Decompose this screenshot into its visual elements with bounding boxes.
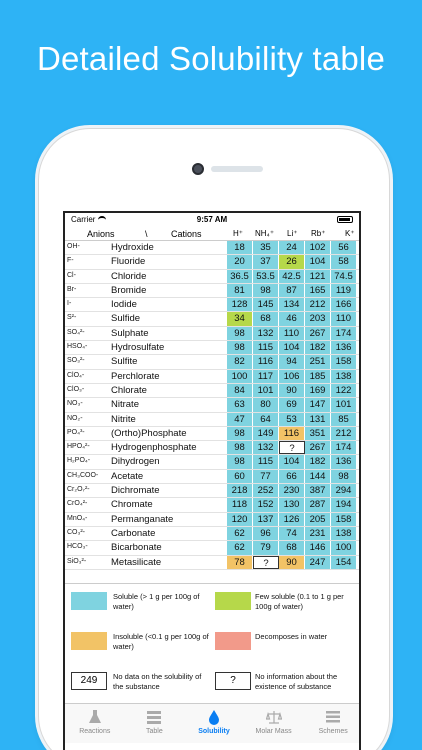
anion-formula: F- [67,257,74,265]
table-cell[interactable]: 128 [227,298,253,311]
table-cell[interactable]: 118 [227,498,253,511]
table-cell[interactable]: 122 [331,384,357,397]
col-header-2[interactable]: Li⁺ [287,229,298,238]
legend-nodata: No data on the solubility of the substance [113,672,202,691]
table-row[interactable] [65,413,361,427]
legend-noinfo: No information about the existence of substance [255,672,338,691]
table-cell[interactable]: 62 [227,527,253,540]
table-cell[interactable]: 69 [279,398,305,411]
table-cell[interactable]: 80 [253,398,279,411]
anion-formula: HPO₄²- [67,443,90,451]
tab-label: Solubility [198,728,230,735]
table-cell[interactable]: 84 [227,384,253,397]
table-cell[interactable]: 63 [227,398,253,411]
table-cell[interactable]: 96 [253,527,279,540]
anion-name: Dihydrogen [111,456,160,468]
table-cell[interactable]: 267 [305,441,331,454]
table-cell[interactable]: 101 [253,384,279,397]
table-row[interactable] [65,255,361,269]
drop-icon [206,709,222,725]
anion-formula: Br- [67,285,77,293]
table-row[interactable] [65,312,361,326]
table-cell[interactable]: 66 [279,470,305,483]
table-cell[interactable]: 110 [331,312,357,325]
table-cell[interactable]: 101 [331,398,357,411]
anion-name: Hydrosulfate [111,342,165,354]
table-cell[interactable]: 98 [227,327,253,340]
anion-formula: PO₄³- [67,428,85,436]
table-cell[interactable]: 119 [331,284,357,297]
table-cell[interactable]: 36.5 [227,270,253,283]
table-cell[interactable]: 77 [253,470,279,483]
anion-formula: ClO₄- [67,371,85,379]
tab-label: Reactions [79,728,111,735]
table-cell[interactable]: 158 [331,513,357,526]
table-cell[interactable]: 100 [227,370,253,383]
table-cell[interactable]: 132 [253,441,279,454]
table-cell[interactable]: 126 [279,513,305,526]
anion-formula: CO₃²- [67,528,86,536]
anion-name: Permanganate [111,513,174,525]
legend-nodata-box: 249 [71,672,107,690]
table-cell[interactable]: 35 [253,241,279,254]
legend-swatch-insoluble [71,632,107,650]
clock: 9:57 AM [196,215,228,224]
anion-name: Iodide [111,299,137,311]
col-header-4[interactable]: K⁺ [345,229,355,238]
legend-swatch-few [215,592,251,610]
tab-label: Molar Mass [255,728,292,735]
table-cell[interactable]: 136 [331,455,357,468]
anion-name: Perchlorate [111,370,160,382]
speaker-grille [211,166,263,172]
table-row[interactable] [65,241,361,255]
anion-name: Nitrite [111,413,136,425]
table-cell[interactable]: 46 [279,312,305,325]
table-cell[interactable]: 82 [227,355,253,368]
table-cell[interactable]: ? [279,441,305,454]
table-cell[interactable]: 98 [227,427,253,440]
table-cell[interactable]: 230 [279,484,305,497]
table-cell[interactable]: 74 [279,527,305,540]
table-cell[interactable]: 152 [253,498,279,511]
table-cell[interactable]: 53 [279,413,305,426]
col-header-0[interactable]: H⁺ [233,229,243,238]
anion-name: Fluoride [111,256,146,268]
table-cell[interactable]: 145 [253,298,279,311]
table-cell[interactable]: 100 [331,541,357,554]
table-header [65,227,359,241]
table-cell[interactable]: 287 [305,498,331,511]
table-cell[interactable]: 104 [305,255,331,268]
table-cell[interactable]: 121 [305,270,331,283]
table-cell[interactable]: 144 [305,470,331,483]
table-cell[interactable]: 169 [305,384,331,397]
anion-formula: CH₃COO- [67,471,99,479]
table-cell[interactable]: 147 [305,398,331,411]
table-cell[interactable]: 53.5 [253,270,279,283]
table-row[interactable] [65,556,361,570]
table-cell[interactable]: 26 [279,255,305,268]
schemes-icon [325,709,341,725]
table-cell[interactable]: 24 [279,241,305,254]
table-row[interactable] [65,398,361,412]
table-cell[interactable]: 149 [253,427,279,440]
anion-formula: H₂PO₄- [67,457,91,465]
battery-icon [337,216,353,223]
table-cell[interactable]: 87 [279,284,305,297]
anion-name: Chloride [111,270,147,282]
table-cell[interactable]: 218 [227,484,253,497]
table-cell[interactable]: 56 [331,241,357,254]
anion-formula: HSO₄- [67,343,88,351]
table-cell[interactable]: 42.5 [279,270,305,283]
table-cell[interactable]: 104 [279,455,305,468]
legend-decomposes: Decomposes in water [255,632,328,641]
table-cell[interactable]: 154 [331,556,357,569]
table-cell[interactable]: 110 [279,327,305,340]
status-bar [65,213,359,227]
table-cell[interactable]: 78 [227,556,253,569]
legend-insoluble: Insoluble (<0.1 g per 100g of water) [113,632,209,651]
anion-name: Bromide [111,284,147,296]
anion-formula: Cr₂O₇²- [67,486,90,494]
table-cell[interactable]: 85 [331,413,357,426]
table-cell[interactable]: 120 [227,513,253,526]
table-cell[interactable]: 58 [331,255,357,268]
carrier-label: Carrier [71,215,106,224]
table-cell[interactable]: 387 [305,484,331,497]
table-cell[interactable]: 138 [331,370,357,383]
table-row[interactable] [65,355,361,369]
table-row[interactable] [65,541,361,555]
table-cell[interactable]: 146 [305,541,331,554]
tab-reactions[interactable] [65,704,125,743]
anion-name: Bicarbonate [111,542,162,554]
table-cell[interactable]: 81 [227,284,253,297]
anion-formula: SO₃²- [67,357,85,365]
anions-header: Anions [87,229,115,239]
col-header-3[interactable]: Rb⁺ [311,229,326,238]
table-cell[interactable]: 62 [227,541,253,554]
col-header-1[interactable]: NH₄⁺ [255,229,275,238]
table-cell[interactable]: 194 [331,498,357,511]
anion-name: Carbonate [111,527,156,539]
table-cell[interactable]: 98 [227,455,253,468]
tab-schemes[interactable] [303,704,361,743]
table-cell[interactable]: 267 [305,327,331,340]
table-cell[interactable]: 203 [305,312,331,325]
table-row[interactable] [65,270,361,284]
table-cell[interactable]: 231 [305,527,331,540]
anion-formula: SO₄²- [67,328,85,336]
table-cell[interactable]: 68 [253,312,279,325]
anion-formula: NO₂- [67,414,83,422]
promo-headline: Detailed Solubility table [36,40,386,77]
table-cell[interactable]: 182 [305,341,331,354]
table-row[interactable] [65,484,361,498]
tab-bar [65,703,361,743]
table-cell[interactable]: 247 [305,556,331,569]
table-cell[interactable]: 174 [331,327,357,340]
table-icon [146,709,162,725]
anion-formula: Cl- [67,271,76,279]
anion-name: Acetate [111,470,144,482]
legend-soluble: Soluble (> 1 g per 100g of water) [113,592,200,611]
table-cell[interactable]: 165 [305,284,331,297]
table-cell[interactable]: 104 [279,341,305,354]
table-row[interactable] [65,370,361,384]
table-cell[interactable]: 134 [279,298,305,311]
header-separator: \ [145,229,148,239]
solubility-table [65,241,361,570]
table-cell[interactable]: 185 [305,370,331,383]
table-cell[interactable]: 115 [253,341,279,354]
table-cell[interactable]: 64 [253,413,279,426]
anion-formula: SiO₃²- [67,557,87,565]
anion-name: Nitrate [111,399,139,411]
table-row[interactable] [65,455,361,469]
table-row[interactable] [65,441,361,455]
table-cell[interactable]: 115 [253,455,279,468]
tab-label: Table [146,728,163,735]
table-cell[interactable]: 94 [279,355,305,368]
table-cell[interactable]: 98 [227,341,253,354]
table-cell[interactable]: 98 [253,284,279,297]
table-cell[interactable]: 252 [253,484,279,497]
table-cell[interactable]: 212 [331,427,357,440]
table-cell[interactable]: 37 [253,255,279,268]
anion-name: Metasilicate [111,556,162,568]
table-cell[interactable]: 102 [305,241,331,254]
camera-icon [192,163,204,175]
table-cell[interactable]: 166 [331,298,357,311]
anion-formula: MnO₄- [67,514,88,522]
table-cell[interactable]: 294 [331,484,357,497]
anion-formula: NO₃- [67,400,83,408]
table-cell[interactable]: 47 [227,413,253,426]
legend [65,583,361,691]
table-cell[interactable]: 90 [279,384,305,397]
anion-name: Sulfite [111,356,138,368]
table-cell[interactable]: 98 [227,441,253,454]
table-cell[interactable]: 79 [253,541,279,554]
table-cell[interactable]: 212 [305,298,331,311]
table-cell[interactable]: 117 [253,370,279,383]
anion-formula: CrO₄²- [67,500,88,508]
table-row[interactable] [65,284,361,298]
table-cell[interactable]: 251 [305,355,331,368]
anion-name: Hydroxide [111,242,154,253]
table-cell[interactable]: 60 [227,470,253,483]
table-cell[interactable]: 131 [305,413,331,426]
anion-name: Hydrogenphosphate [111,442,197,454]
anion-formula: ClO₃- [67,385,85,393]
table-row[interactable] [65,498,361,512]
legend-few: Few soluble (0.1 to 1 g per 100g of water) [255,592,344,611]
table-row[interactable] [65,513,361,527]
tab-label: Schemes [318,728,348,735]
flask-icon [87,709,103,725]
table-cell[interactable]: ? [253,556,279,569]
anion-name: Sulphate [111,327,149,339]
table-cell[interactable]: 174 [331,441,357,454]
tab-molar-mass[interactable] [244,704,304,743]
table-cell[interactable]: 116 [279,427,305,440]
table-row[interactable] [65,298,361,312]
anion-formula: I- [67,300,72,308]
table-cell[interactable]: 90 [279,556,305,569]
table-row[interactable] [65,470,361,484]
scales-icon [266,709,282,725]
table-row[interactable] [65,527,361,541]
anion-name: Sulfide [111,313,141,325]
table-cell[interactable]: 136 [331,341,357,354]
table-row[interactable] [65,327,361,341]
table-cell[interactable]: 130 [279,498,305,511]
anion-name: Dichromate [111,485,160,497]
table-cell[interactable]: 116 [253,355,279,368]
phone-frame [38,128,390,750]
cations-header: Cations [171,229,202,239]
anion-name: Chromate [111,499,153,511]
table-cell[interactable]: 158 [331,355,357,368]
table-row[interactable] [65,427,361,441]
table-cell[interactable]: 132 [253,327,279,340]
table-cell[interactable]: 205 [305,513,331,526]
table-row[interactable] [65,384,361,398]
table-cell[interactable]: 138 [331,527,357,540]
table-cell[interactable]: 351 [305,427,331,440]
legend-swatch-soluble [71,592,107,610]
table-cell[interactable]: 20 [227,255,253,268]
table-cell[interactable]: 34 [227,312,253,325]
table-cell[interactable]: 74.5 [331,270,357,283]
table-cell[interactable]: 137 [253,513,279,526]
table-cell[interactable]: 182 [305,455,331,468]
legend-noinfo-box: ? [215,672,251,690]
anion-name: (Ortho)Phosphate [111,427,187,439]
anion-formula: S²- [67,314,77,322]
table-row[interactable] [65,341,361,355]
tab-table[interactable] [125,704,185,743]
anion-formula: HCO₃- [67,543,88,551]
tab-solubility[interactable] [184,704,244,743]
table-cell[interactable]: 98 [331,470,357,483]
anion-formula: OH- [67,243,80,250]
legend-swatch-decomposes [215,632,251,650]
table-cell[interactable]: 106 [279,370,305,383]
table-cell[interactable]: 18 [227,241,253,254]
app-screen [63,211,361,750]
table-cell[interactable]: 68 [279,541,305,554]
anion-name: Chlorate [111,384,147,396]
